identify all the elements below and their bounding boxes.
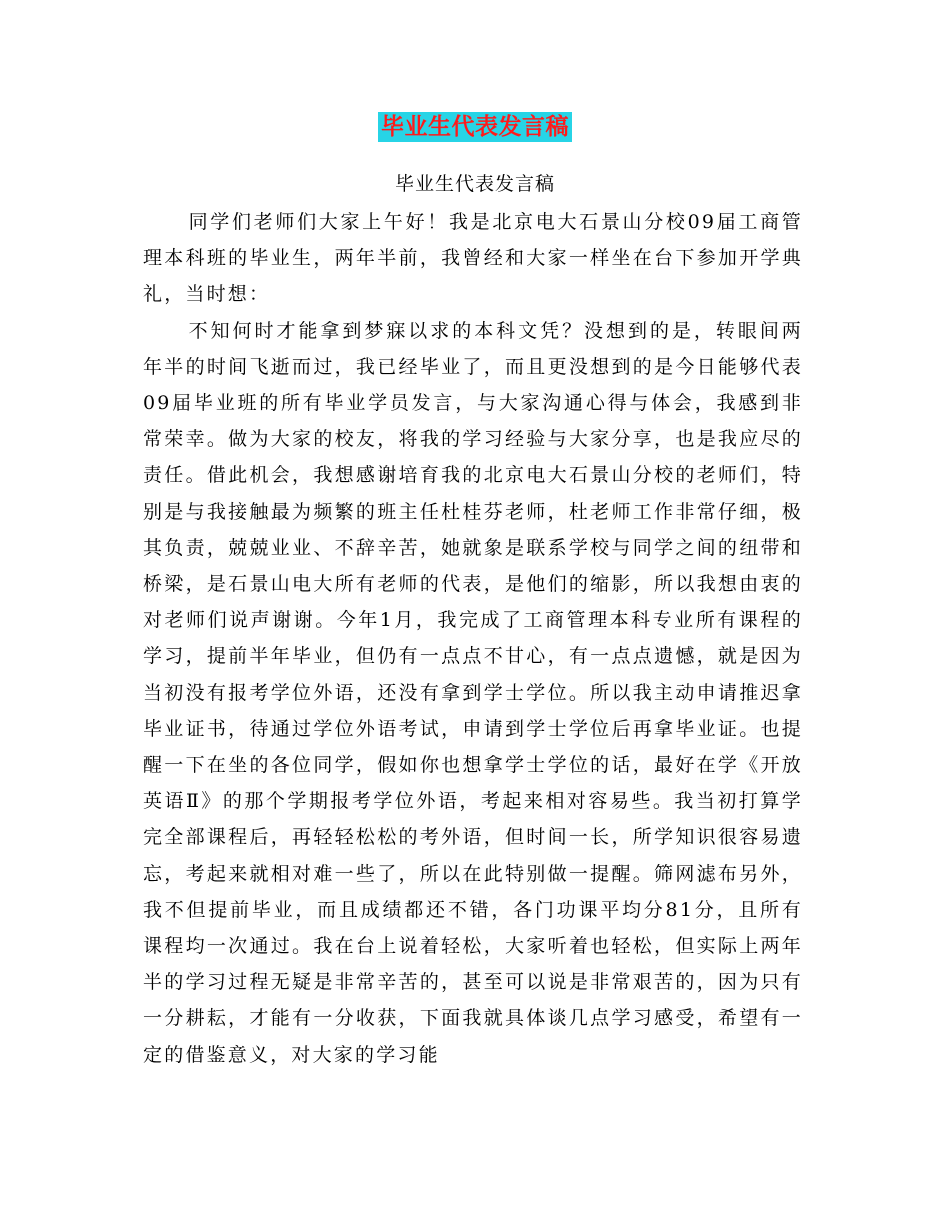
title-container bbox=[0, 112, 950, 142]
paragraph: 同学们老师们大家上午好！我是北京电大石景山分校09届工商管理本科班的毕业生，两年半前，我曾经和大家一样坐在台下参加开学典礼，当时想： bbox=[143, 211, 803, 306]
document-title: 毕业生代表发言稿 bbox=[378, 112, 572, 142]
document-body bbox=[143, 204, 803, 1073]
document-subtitle: 毕业生代表发言稿 bbox=[394, 173, 555, 195]
paragraph: 不知何时才能拿到梦寐以求的本科文凭？没想到的是，转眼间两年半的时间飞逝而过，我已经毕业了，而且更没想到的是今日能够代表09届毕业班的所有毕业学员发言，与大家沟通心得与体会，我感到非常荣幸。做为大家的校友，将我的学习经验与大家分享，也是我应尽的责任。借此机会，我想感谢培育我的北京电大石景山分校的老师们，特别是与我接触最为频繁的班主任杜桂芬老师，杜老师工作非常仔细，极其负责，兢兢业业、不辞辛苦，她就象是联系学校与同学之间的纽带和桥梁，是石景山电大所有老师的代表，是他们的缩影，所以我想由衷的对老师们说声谢谢。今年1月，我完成了工商管理本科专业所有课程的学习，提前半年毕业，但仍有一点点不甘心，有一点点遗憾，就是因为当初没有报考学位外语，还没有拿到学士学位。所以我主动申请推迟拿毕业证书，待通过学位外语考试，申请到学士学位后再拿毕业证。也提醒一下在坐的各位同学，假如你也想拿学士学位的话，最好在学《开放英语Ⅱ》的那个学期报考学位外语，考起来相对容易些。我当初打算学完全部课程后，再轻轻松松的考外语，但时间一长，所学知识很容易遗忘，考起来就相对难一些了，所以在此特别做一提醒。筛网滤布另外，我不但提前毕业，而且成绩都还不错，各门功课平均分81分，且所有课程均一次通过。我在台上说着轻松，大家听着也轻松，但实际上两年半的学习过程无疑是非常辛苦的，甚至可以说是非常艰苦的，因为只有一分耕耘，才能有一分收获，下面我就具体谈几点学习感受，希望有一定的借鉴意义，对大家的学习能 bbox=[143, 319, 803, 1066]
